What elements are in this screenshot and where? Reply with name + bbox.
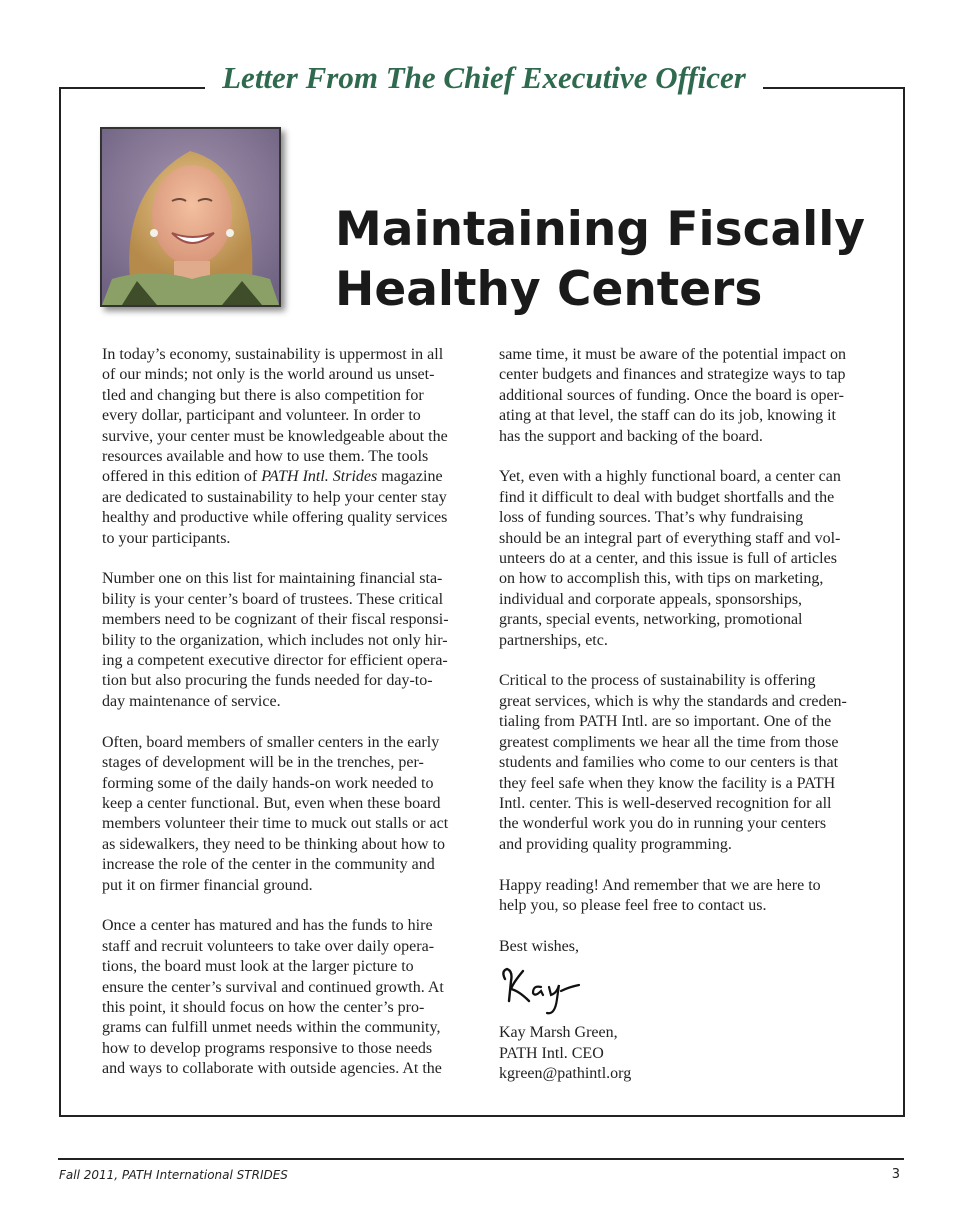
- ceo-portrait: [100, 127, 281, 307]
- ceo-portrait-image: [102, 129, 279, 305]
- paragraph-text: In today’s economy, sustainability is uppermost in all of our minds; not only is the world around us unset- tled and changing but there is also competition for every dollar, participant and volunteer. In order to survive, your center must be knowledgeable about the resources available and how to use them. The tools offered in this edition of: [102, 346, 448, 486]
- signer-email: kgreen@pathintl.org: [499, 1064, 632, 1082]
- magazine-title: PATH Intl. Strides: [261, 468, 378, 486]
- footer-issue: Fall 2011, PATH International STRIDES: [59, 1168, 288, 1182]
- paragraph: [102, 345, 474, 549]
- footer-rule: [58, 1158, 904, 1160]
- paragraph: Critical to the process of sustainability is offering great services, which is why the standards and creden- tialing from PATH Intl. are so important. One of the greatest compliments we hear all the time from those students and families who come to our centers is that they feel safe when they know the facility is a PATH Intl. center. This is well-deserved recognition for all the wonderful work you do in running your centers and providing quality programming.: [499, 672, 847, 853]
- paragraph: Once a center has matured and has the funds to hire staff and recruit volunteers to take over daily opera- tions, the board must look at the larger picture to ensure the center’s survival and continued growth. At this point, it should focus on how the center’s pro- grams can fulfill unmet needs within the community, how to develop programs responsive to those needs and ways to collaborate with outside agencies. At the: [102, 917, 444, 1078]
- signature: [499, 961, 589, 1017]
- page-number: 3: [891, 1167, 900, 1182]
- paragraph: Often, board members of smaller centers in the early stages of development will be in the trenches, per- forming some of the daily hands-on work needed to keep a center functional. But, even when these board members volunteer their time to muck out stalls or act as sidewalkers, they need to be thinking about how to increase the role of the center in the community and put it on firmer financial ground.: [102, 733, 449, 894]
- body-column-right: [499, 345, 879, 1084]
- section-header: Letter From The Chief Executive Officer: [222, 60, 746, 95]
- signer-name: Kay Marsh Green,: [499, 1024, 618, 1042]
- article-title: Maintaining Fiscally Healthy Centers: [335, 202, 866, 317]
- paragraph-text: magazine are dedicated to sustainability to help your center stay healthy and productive while offering quality services to your participants.: [102, 468, 448, 547]
- paragraph: Yet, even with a highly functional board, a center can find it difficult to deal with budget shortfalls and the loss of funding sources. That’s why fundraising should be an integral part of everything staff and vol- unteers do at a center, and this issue is full of articles on how to accomplish this, with tips on marketing, individual and corporate appeals, sponsorships, grants, special events, networking, promotional partnerships, etc.: [499, 468, 841, 649]
- paragraph: Number one on this list for maintaining financial sta- bility is your center’s board of trustees. These critical members need to be cognizant of their fiscal responsi- bility to the organization, which includes not only hir- ing a competent executive director for efficient opera- tion but also procuring the funds needed for day-to- day maintenance of service.: [102, 570, 449, 710]
- paragraph: same time, it must be aware of the potential impact on center budgets and finances and strategize ways to tap additional sources of funding. Once the board is oper- ating at that level, the staff can do its job, knowing it has the support and backing of the board.: [499, 346, 847, 445]
- signer-title: PATH Intl. CEO: [499, 1044, 604, 1062]
- body-column-left: [102, 345, 474, 1100]
- closing: Best wishes,: [499, 937, 579, 955]
- paragraph: Happy reading! And remember that we are here to help you, so please feel free to contact us.: [499, 876, 821, 914]
